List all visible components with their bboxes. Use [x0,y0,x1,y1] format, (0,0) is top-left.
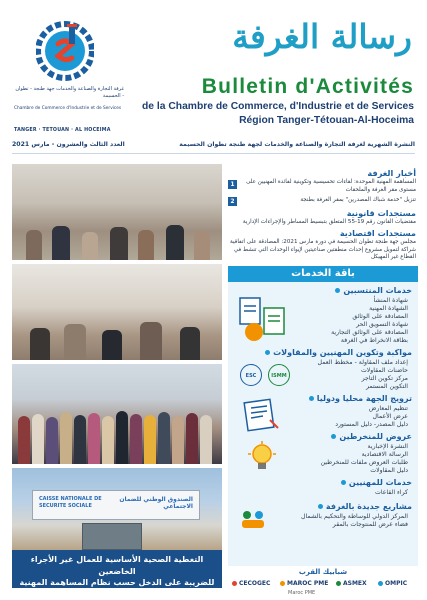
logo-org-fr: Chambre de Commerce d'Industrie et de Services [14,106,122,111]
ismm-badge: ISMM [268,364,290,386]
service-item: طلبات العروض ملفات للمنخرطين [320,459,408,466]
service-item: المصادقة على الوثائق [352,313,408,320]
partner-asmex: ASMEX [336,580,367,587]
photo-caption [12,550,222,599]
service-item: دليل المقاولات [370,467,408,474]
building-door [82,523,142,550]
service-item: المركز الدولي للوساطة والتحكيم بالشمال [301,513,408,520]
logo-org-ar: غرفة التجارة والصناعة والخدمات جهة طنجة - تطوان - الحسيمة [15,86,124,99]
news-number-2: 2 [228,197,237,206]
photo-group [12,364,222,464]
maroc-pme-logo: Maroc PME [288,590,316,596]
photo-meeting-2 [12,264,222,360]
service-item: فضاء عرض للمنتوجات بالمقر [332,521,408,528]
service-item: إعداد ملف المقاولة - مخطط العمل [317,359,408,366]
bulletin-subtitle-2: Région Tanger-Tétouan-Al-Hoceima [239,115,414,126]
tagline-bar [12,140,415,154]
service-item: عرض الأعمال [372,413,408,420]
services-group-title: خدمات للمهنيين [341,478,412,487]
photo-meeting-1 [12,164,222,260]
service-item: تنظيم المعارض [368,405,408,412]
service-item: كراء القاعات [375,489,408,496]
partner-ompic: OMPIC [378,580,407,587]
news-item: مقتضيات القانون رقم 19-55 المتعلق بتبسيط المساطر والإجراءات الإدارية [242,219,416,225]
services-group-title: عروض للمنخرطين [331,432,412,441]
news-item: تنزيل "خدمة شباك المصدرين" بمقر الغرفة بطنجة [300,197,416,203]
service-item: بطاقة الانخراط في الغرفة [340,337,408,344]
news-number-1: 1 [228,180,237,189]
service-item: الرسالة الاقتصادية [361,451,408,458]
service-item: التكوين المستمر [365,383,408,390]
chamber-logo-icon [36,20,94,82]
partner-maroc-pme: MAROC PME [280,580,328,587]
service-item: حاضنات المقاولات [360,367,408,374]
photo-cnss-building [12,468,222,550]
bulletin-title-fr: Bulletin d'Activités [201,75,414,98]
bulletin-subtitle-1: de la Chambre de Commerce, d'Industrie et de Services [142,101,414,112]
handshake-icon [238,508,268,530]
services-group-title: مشاريع جديدة بالغرفة [318,502,412,511]
service-item: دليل المصدر- دليل المستورد [335,421,408,428]
news-column [228,162,416,266]
partners-heading: شبابيك القرب [298,568,348,576]
service-item: المصادقة على الوثائق التجارية [331,329,408,336]
bulletin-title-ar: رسالة الغرفة [232,17,412,56]
cnss-sign [32,490,200,520]
caption-line-1: التغطية الصحية الأساسية للعمال غير الأجراء الخاضعين [30,555,204,576]
services-group-title: ترويج الجهة محليا ودوليا [309,394,412,403]
issue-number: العدد الثالث والعشرون - مارس 2021 [12,141,125,148]
news-heading-economic: مستجدات اقتصادية [339,228,416,238]
lightbulb-icon [240,440,284,474]
services-group-title: خدمات المنتسبين [335,286,412,295]
news-item: المساهمة المهنية الموحدة: لقاءات تحسيسية وتكوينية لفائدة المهنيين على مستوى مقر الغرفة والملحقات [246,179,416,193]
service-item: شهادة التسويق الحر [356,321,408,328]
news-heading-chamber: أخبار الغرفة [367,168,416,178]
partner-cecogec: CECOGEC [232,580,270,587]
services-box [228,266,418,566]
news-item: مجلس جهة طنجة تطوان الحسيمة في دورة مارس 2021: المصادقة على اتفاقية شراكة لتمويل مشروع إحداث منطقتين صناعيتين لإيواء الوحدات التي تنشط في القطاع غير المهيكل [229,239,416,261]
cnss-sign-fr: CAISSE NATIONALE DE SECURITE SOCIALE [39,496,102,509]
service-item: شهادة المنشأ [373,297,408,304]
service-item: الشهادة المهنية [369,305,408,312]
service-item: مركز تكوين التاجر [361,375,408,382]
chamber-logo [14,20,124,135]
caption-line-2: للضريبة على الدخل حسب نظام المساهمة المهنية الموحدة [19,578,215,599]
news-heading-legal: مستجدات قانونية [346,208,416,218]
tagline: النشرة الشهرية لغرفة التجارة والصناعة والخدمات لجهة طنجة تطوان الحسيمة [179,141,415,148]
documents-icon [236,294,290,344]
service-item: النشرة الإخبارية [367,443,408,450]
esc-badge: ESC [240,364,262,386]
services-heading: باقة الخدمات [228,266,418,282]
brochure-icon [242,398,282,432]
partners-row [228,578,418,598]
cnss-sign-ar: الصندوق الوطني للضمان الاجتماعي [119,496,193,510]
logo-cities: TANGER · TETOUAN · AL HOCEIMA [14,128,111,133]
services-group-title: مواكبة وتكوين المهنيين والمقاولات [265,348,412,357]
